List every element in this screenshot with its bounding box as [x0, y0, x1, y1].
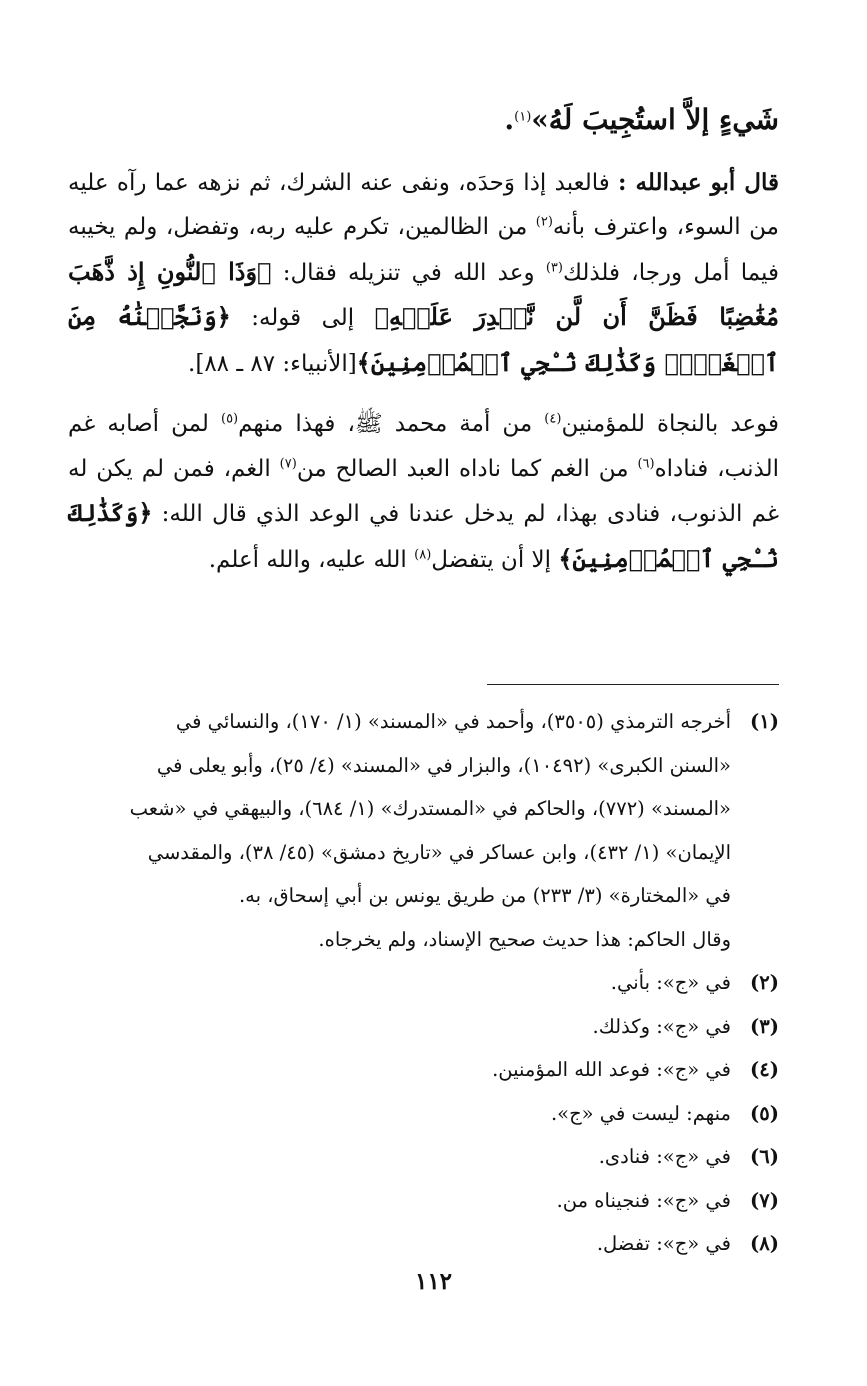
p2-text-b: من الظالمين، تكرم عليه ربه، وتفضل، ولم يخيبه فيما أمل ورجا، فلذلك	[68, 214, 779, 286]
footnote-ref-3: (٣)	[545, 259, 563, 275]
quran-verse-1: ﴿وَذَا ٱلنُّونِ إِذ ذَّهَبَ مُغَٰضِبًا فَظَنَّ أَن لَّن نَّقۡدِرَ عَلَيۡهِ﴾	[68, 256, 780, 331]
paragraph-3	[68, 402, 779, 582]
footnote-1	[68, 700, 779, 918]
footnote-number: (٦)	[750, 1145, 779, 1168]
footnote-body	[68, 700, 731, 918]
p2-text-d: إلى قوله:	[230, 305, 375, 331]
footnote-2	[68, 961, 779, 1005]
footnote-number: (٢)	[750, 971, 779, 994]
footnote-number: (٨)	[750, 1232, 779, 1255]
footnote-number: (٥)	[750, 1101, 779, 1125]
footnote-text: في «ج»: فوعد الله المؤمنين.	[492, 1058, 731, 1081]
footnote-line: الإيمان» (١/ ٤٣٢)، وابن عساكر في «تاريخ دمشق» (٤٥/ ٣٨)، والمقدسي	[147, 840, 731, 864]
footnote-ref-5: (٥)	[220, 411, 239, 427]
footnote-line: في «المختارة» (٣/ ٢٣٣) من طريق يونس بن أبي إسحاق، به.	[238, 884, 731, 907]
footnote-ref-7: (٧)	[279, 455, 297, 471]
p3-text-c: لمن أصابه غم الذنب، فناداه	[68, 411, 779, 482]
footnote-divider	[487, 684, 779, 685]
footnotes-section	[68, 700, 779, 1266]
opening-line	[68, 98, 779, 145]
footnote-text: في «ج»: تفضل.	[596, 1232, 731, 1255]
footnote-ref-2: (٢)	[535, 214, 553, 230]
paragraph-2	[68, 161, 779, 387]
footnote-4	[68, 1048, 779, 1092]
speaker-label: قال أبو عبدالله :	[618, 168, 779, 196]
footnote-3	[68, 1005, 779, 1049]
quran-verse-3: ﴿وَكَذَٰلِكَ نُـۨجِي ٱلۡمُؤۡمِنِينَ﴾	[68, 498, 779, 573]
footnote-1-continuation: وقال الحاكم: هذا حديث صحيح الإسناد، ولم يخرجاه.	[318, 927, 731, 951]
footnote-ref-4: (٤)	[544, 411, 562, 427]
footnote-text: في «ج»: وكذلك.	[592, 1014, 731, 1038]
p2-text-a: فالعبد إذا وَحدَه، ونفى عنه الشرك، ثم نزهه عما رآه عليه من السوء، واعترف بأنه	[68, 169, 779, 240]
footnote-number: (١)	[750, 710, 779, 733]
main-text	[68, 98, 779, 598]
opening-end: .	[504, 103, 515, 136]
footnote-text: منهم: ليست في «ج».	[550, 1101, 731, 1125]
footnote-text: في «ج»: فنادى.	[598, 1145, 731, 1168]
footnote-line: «السنن الكبرى» (١٠٤٩٢)، والبزار في «المسند» (٤/ ٢٥)، وأبو يعلى في	[156, 753, 731, 777]
page-number: ١١٢	[414, 1268, 453, 1295]
footnote-line: أخرجه الترمذي (٣٥٠٥)، وأحمد في «المسند» (١/ ١٧٠)، والنسائي في	[175, 710, 731, 733]
footnote-number: (٤)	[750, 1058, 779, 1081]
p3-text-d: من الغم كما ناداه العبد الصالح من	[296, 455, 638, 482]
p3-text-e: الغم، فمن لم يكن له غم الذنوب، فنادى بهذا، لم يدخل عندنا في الوعد الذي قال الله:	[68, 455, 779, 527]
footnote-line: «المسند» (٧٧٢)، والحاكم في «المستدرك» (١/ ٦٨٤)، والبيهقي في «شعب	[129, 797, 731, 820]
p3-text-a: فوعد بالنجاة للمؤمنين	[561, 411, 779, 437]
p2-text-c: وعد الله في تنزيله فقال:	[271, 259, 546, 286]
footnote-ref-1: (١)	[514, 109, 532, 125]
footnote-text: في «ج»: فنجيناه من.	[556, 1188, 731, 1212]
footnote-text: في «ج»: بأني.	[610, 971, 731, 994]
p3-text-g: الله عليه، والله أعلم.	[208, 546, 415, 573]
p3-text-b: من أمة محمد ﷺ، فهذا منهم	[238, 411, 545, 437]
footnote-6	[68, 1135, 779, 1179]
quran-reference: [الأنبياء: ٨٧ ـ ٨٨].	[188, 350, 357, 377]
p3-text-f: إلا أن يتفضل	[431, 546, 559, 573]
footnote-ref-6: (٦)	[637, 455, 655, 471]
footnote-number: (٧)	[750, 1188, 779, 1212]
footnote-5	[68, 1092, 779, 1136]
quran-verse-2: ﴿وَنَجَّيۡنَٰهُ مِنَ ٱلۡغَمِّۚ وَكَذَٰلِكَ نُـۨجِي ٱلۡمُؤۡمِنِينَ﴾	[68, 302, 779, 377]
footnote-8	[68, 1222, 779, 1266]
opening-text: شَيءٍ إلاَّ استُجِيبَ لَهُ»	[531, 103, 779, 136]
footnote-number: (٣)	[750, 1014, 779, 1038]
footnote-7	[68, 1179, 779, 1223]
footnote-ref-8: (٨)	[414, 546, 432, 562]
